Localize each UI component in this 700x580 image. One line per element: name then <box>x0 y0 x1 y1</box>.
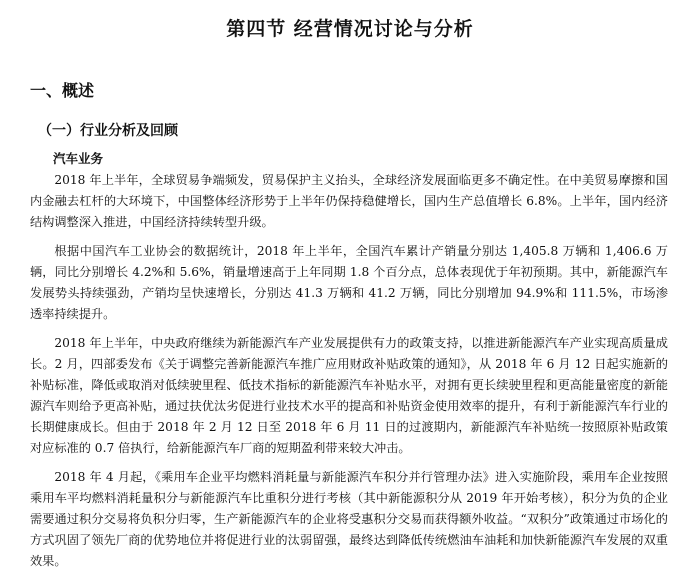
heading-overview: 一、概述 <box>30 81 95 100</box>
paragraph-subsidy-policy: 2018 年上半年，中央政府继续为新能源汽车产业发展提供有力的政策支持，以推进新能源汽车产业实现高质量成长。2 月，四部委发布《关于调整完善新能源汽车推广应用财政补贴政策的通知》，从 2018 年 6 月 12 日起实施新的补贴标准，降低或取消对低续驶里程、低技术指标的新能源汽车补贴水平，对拥有更长续驶里程和更高能量密度的新能源汽车则给予更高补贴，通过扶优汰劣促进行业技术水平的提高和补贴资金使用效率的提升，有利于新能源汽车行业的长期健康成长。但由于 2018 年 2 月 12 日至 2018 年 6 月 11 日的过渡期内，新能源汽车补贴统一按照原补贴政策对应标准的 0.7 倍执行，给新能源汽车厂商的短期盈利带来较大冲击。 <box>30 336 668 455</box>
heading-automobile-business: 汽车业务 <box>53 151 104 166</box>
paragraph-auto-sales: 根据中国汽车工业协会的数据统计，2018 年上半年，全国汽车累计产销量分别达 1,405.8 万辆和 1,406.6 万辆，同比分别增长 4.2%和 5.6%，销量增速高于上年同期 1.8 个百分点，总体表现优于年初预期。其中，新能源汽车发展势头持续强劲，产销均呈快速增长，分别达 41.3 万辆和 41.2 万辆，同比分别增加 94.9%和 111.5%，市场渗透率持续提升。 <box>30 244 668 321</box>
section-title: 第四节 经营情况讨论与分析 <box>226 18 474 40</box>
paragraph-dual-credit: 2018 年 4 月起，《乘用车企业平均燃料消耗量与新能源汽车积分并行管理办法》进入实施阶段，乘用车企业按照乘用车平均燃料消耗量积分与新能源汽车比重积分进行考核（其中新能源积分从 2019 年开始考核），积分为负的企业需要通过积分交易将负积分归零，生产新能源汽车的企业将受惠积分交易而获得额外收益。“双积分”政策通过市场化的方式巩固了领先厂商的优势地位并将促进行业的汰弱留强，最终达到降低传统燃油车油耗和加快新能源汽车发展的双重效果。 <box>30 470 668 568</box>
paragraph-economy: 2018 年上半年，全球贸易争端频发，贸易保护主义抬头，全球经济发展面临更多不确定性。在中美贸易摩擦和国内金融去杠杆的大环境下，中国整体经济形势于上半年仍保持稳健增长，国内生产总值增长 6.8%。上半年，国内经济结构调整深入推进，中国经济持续转型升级。 <box>30 173 668 229</box>
heading-industry-analysis: （一）行业分析及回顾 <box>38 123 178 139</box>
